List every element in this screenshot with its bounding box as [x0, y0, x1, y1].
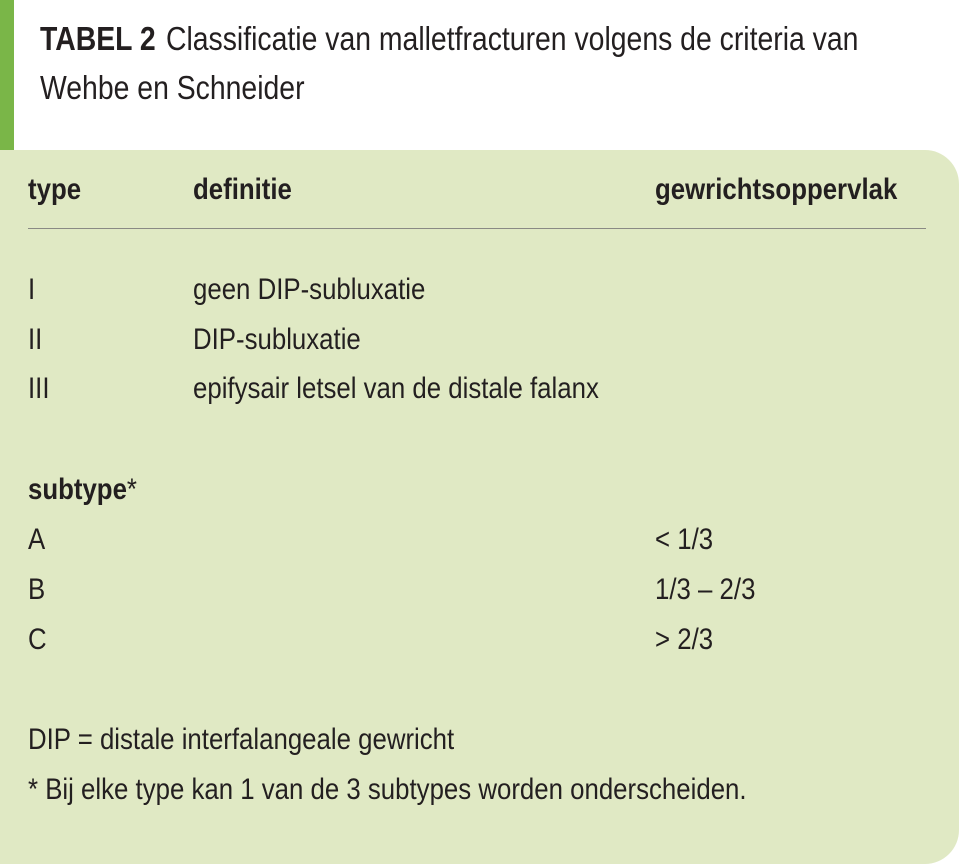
subtype-row-a-value: < 1/3 — [655, 523, 714, 556]
type-row-2-type: II — [28, 323, 43, 356]
footnote-dip: DIP = distale interfalangeale gewricht — [28, 723, 455, 756]
header-type: type — [28, 173, 82, 206]
subtype-heading-label: subtype — [28, 473, 127, 506]
subtype-heading — [28, 470, 137, 510]
caption-title-part-1: Classificatie van malletfracturen volgens de criteria van — [165, 20, 859, 57]
caption-title-part-2: Wehbe en Schneider — [40, 69, 305, 106]
subtype-row-a-label: A — [28, 523, 46, 556]
subtype-row-c-value: > 2/3 — [655, 623, 714, 656]
subtype-heading-marker: * — [126, 473, 137, 506]
subtype-row-b-label: B — [28, 573, 46, 606]
subtype-row-b-value: 1/3 – 2/3 — [655, 573, 756, 606]
footnote-subtype: * Bij elke type kan 1 van de 3 subtypes worden onderscheiden. — [28, 773, 747, 806]
type-row-3-type: III — [28, 372, 50, 405]
table-caption — [40, 14, 943, 112]
header-gewrichtsoppervlak: gewrichtsoppervlak — [655, 173, 898, 206]
type-row-3-definitie: epifysair letsel van de distale falanx — [193, 372, 599, 405]
header-divider — [28, 228, 926, 229]
header-definitie: definitie — [193, 173, 292, 206]
type-row-1-type: I — [28, 273, 36, 306]
caption-label: TABEL 2 — [40, 20, 156, 57]
accent-bar — [0, 0, 14, 150]
type-row-2-definitie: DIP-subluxatie — [193, 323, 361, 356]
caption-line-1 — [40, 14, 943, 63]
subtype-row-c-label: C — [28, 623, 47, 656]
type-row-1-definitie: geen DIP-subluxatie — [193, 273, 426, 306]
